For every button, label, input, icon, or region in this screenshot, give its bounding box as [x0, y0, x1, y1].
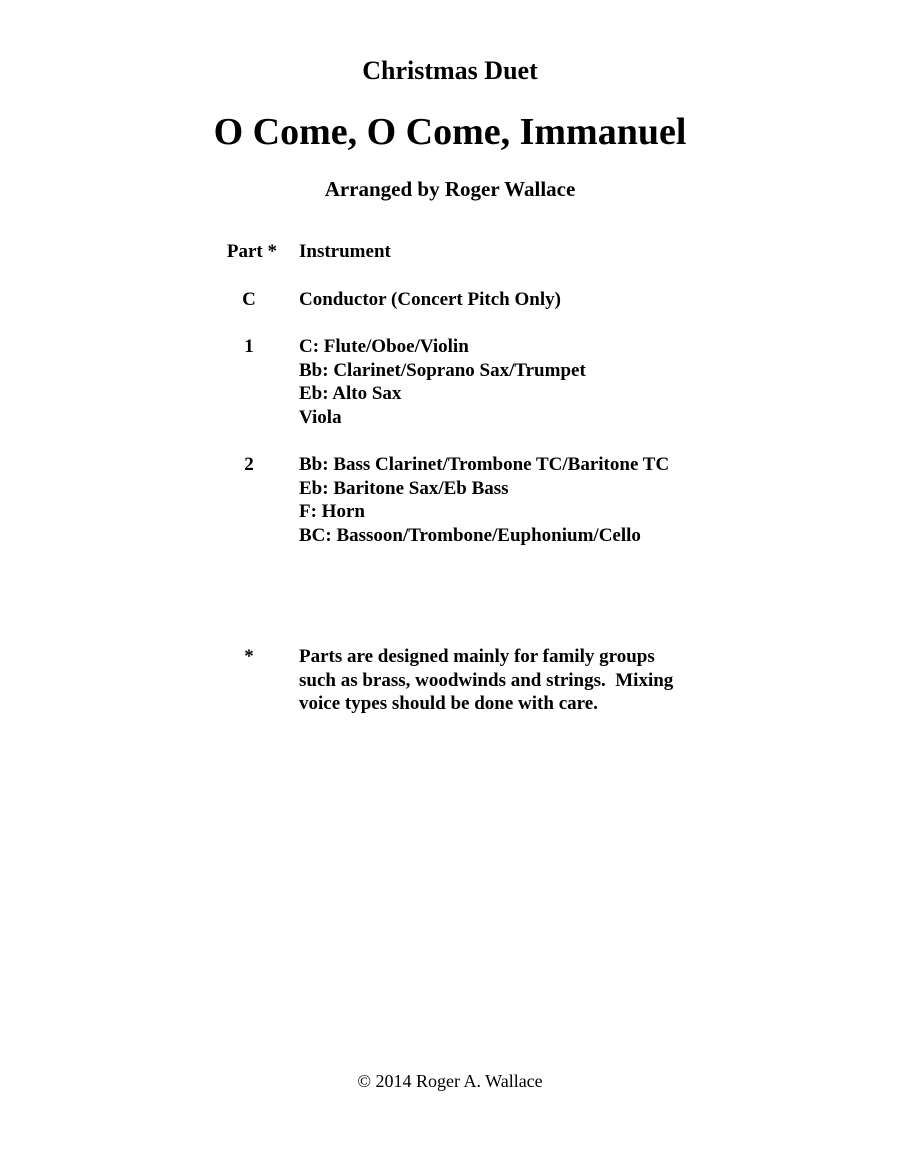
part-label-c: C [242, 289, 256, 310]
part-column-header: Part * [226, 241, 277, 262]
part-2-instruments [299, 453, 669, 547]
subtitle: Christmas Duet [362, 56, 538, 85]
part-label-1: 1 [244, 336, 254, 357]
footnote-marker: * [244, 646, 254, 667]
part-label-2: 2 [244, 454, 254, 475]
footnote-text [299, 645, 673, 716]
page-title: O Come, O Come, Immanuel [213, 111, 687, 153]
instrument-line: Eb: Alto Sax [299, 383, 402, 404]
instrument-line: F: Horn [299, 501, 365, 522]
instrument-line: Conductor (Concert Pitch Only) [299, 289, 561, 310]
copyright-notice: © 2014 Roger A. Wallace [357, 1071, 543, 1091]
instrument-line: Viola [299, 406, 342, 428]
instrument-line: Bb: Clarinet/Soprano Sax/Trumpet [299, 359, 586, 381]
footnote-line: voice types should be done with care. [299, 693, 598, 714]
instrument-line: C: Flute/Oboe/Violin [299, 336, 469, 357]
part-c-instruments [299, 288, 561, 312]
footnote-line: such as brass, woodwinds and strings. Mixing [299, 669, 674, 691]
footnote-line: Parts are designed mainly for family groups [299, 646, 655, 667]
arranger-credit: Arranged by Roger Wallace [324, 177, 576, 201]
part-1-instruments [299, 335, 586, 429]
instrument-line: Bb: Bass Clarinet/Trombone TC/Baritone TC [299, 454, 670, 475]
instrument-line: Eb: Baritone Sax/Eb Bass [299, 477, 509, 499]
instrument-column-header: Instrument [299, 241, 391, 262]
instrument-line: BC: Bassoon/Trombone/Euphonium/Cello [299, 524, 641, 546]
